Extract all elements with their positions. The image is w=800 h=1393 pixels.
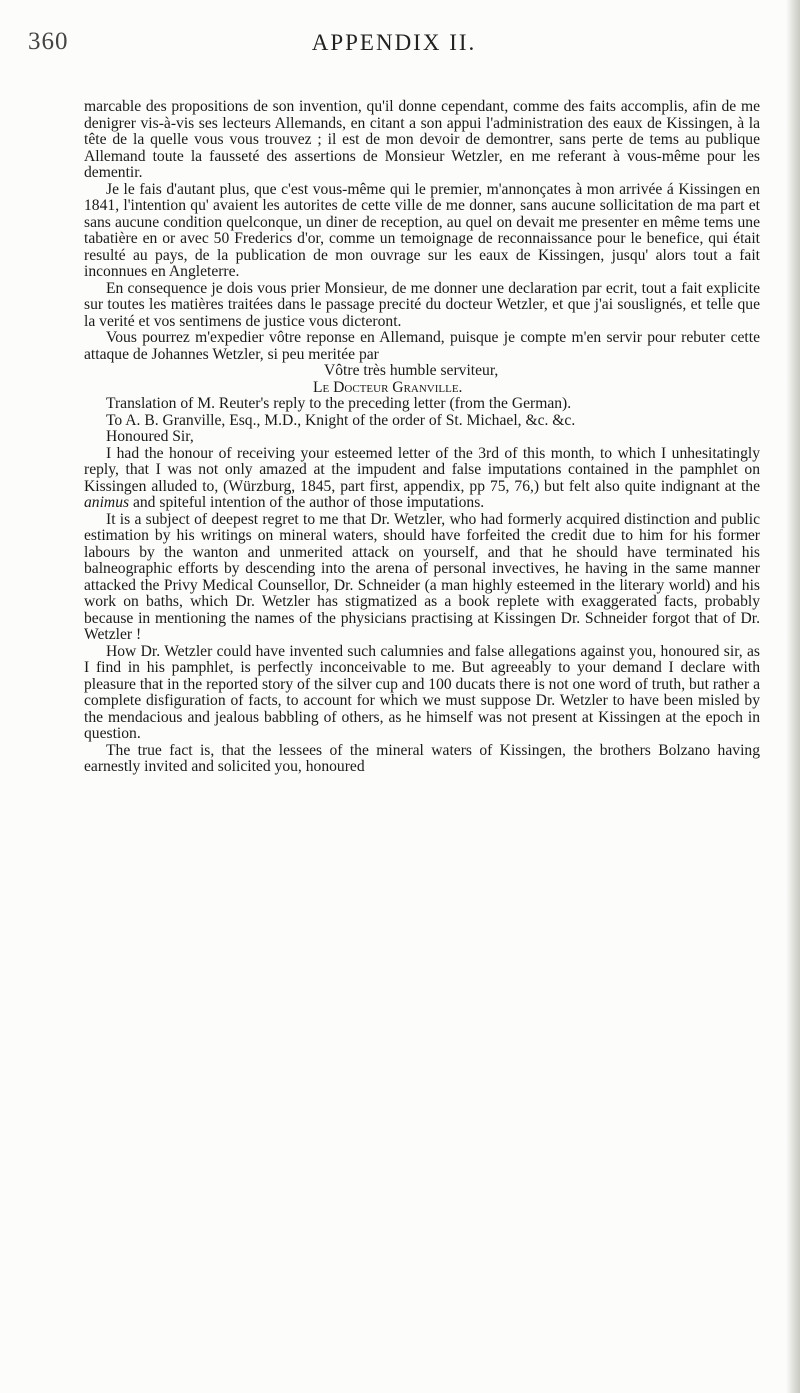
paragraph-text: and spiteful intention of the author of those imputations.	[132, 494, 485, 511]
paragraph: It is a subject of deepest regret to me that Dr. Wetzler, who had formerly acquired distinction and public estimation by his writings on mineral waters, should have forfeited the credit due to him for his former labours by the wanton and unmerited attack on yourself, and that he should have terminated his balneographic efforts by descending into the arena of personal invectives, he having in the same manner attacked the Privy Medical Counsellor, Dr. Schneider (a man highly esteemed in the literary world) and his work on baths, which Dr. Wetzler has stigmatized as a book replete with exaggerated facts, probably because in mentioning the names of the physicians practising at Kissingen Dr. Schneider forgot that of Dr. Wetzler !	[84, 510, 760, 643]
italic-word: animus	[84, 494, 130, 511]
letter-closing: Vôtre très humble serviteur,	[324, 362, 499, 379]
page-edge-shadow	[786, 0, 800, 1393]
paragraph: En consequence je dois vous prier Monsieur, de me donner une declaration par ecrit, tout a fait explicite sur toutes les matières traitées dans le passage precité du docteur Wetzler, et que j'ai souslignés, et telle que la verité et vos sentimens de justice vous dicteront.	[84, 279, 760, 330]
page-header	[28, 28, 760, 68]
paragraph-text: I had the honour of receiving your esteemed letter of the 3rd of this month, to which I unhesitatingly reply, that I was not only amazed at the impudent and false imputations contained in the pamphlet on Kissingen alluded to, (Würzburg, 1845, part first, appendix, pp 75, 76,) but felt also quite indignant at the	[84, 444, 760, 495]
running-head: APPENDIX II.	[311, 30, 477, 55]
letter-salutation: Honoured Sir,	[106, 428, 194, 445]
translation-heading: Translation of M. Reuter's reply to the preceding letter (from the German).	[106, 395, 572, 412]
letter-signature: Le Docteur Granville.	[313, 378, 463, 396]
page-body	[84, 99, 760, 776]
paragraph-continuation: marcable des propositions de son invention, qu'il donne cependant, comme des faits accomplis, afin de me denigrer vis-à-vis ses lecteurs Allemands, en citant a son appui l'administration des eaux de Kissingen, à la tête de la quelle vous vous trouvez ; il est de mon devoir de demontrer, sans perte de tems au publique Allemand toute la fausseté des assertions de Monsieur Wetzler, en me referant à vous-même pour les dementir.	[84, 98, 760, 181]
paragraph: Vous pourrez m'expedier vôtre reponse en Allemand, puisque je compte m'en servir pour rebuter cette attaque de Johannes Wetzler, si peu meritée par	[84, 329, 760, 363]
paragraph: Je le fais d'autant plus, que c'est vous-même qui le premier, m'annonçates à mon arrivée á Kissingen en 1841, l'intention qu' avaient les autorites de cette ville de me donner, sans aucune sollicitation de ma part et sans aucune condition quelconque, un diner de reception, au quel on devait me presenter en même tems une tabatière en or avec 50 Frederics d'or, comme un temoignage de reconnaissance pour le benefice, qui était resulté au pays, de la publication de mon ouvrage sur les eaux de Kissingen, jusqu' alors tout a fait inconnues en Angleterre.	[84, 180, 760, 280]
paragraph: The true fact is, that the lessees of the mineral waters of Kissingen, the brothers Bolzano having earnestly invited and solicited you, honoured	[84, 741, 760, 775]
letter-address: To A. B. Granville, Esq., M.D., Knight of the order of St. Michael, &c. &c.	[106, 411, 576, 429]
paragraph: How Dr. Wetzler could have invented such calumnies and false allegations against you, honoured sir, as I find in his pamphlet, is perfectly inconceivable to me. But agreeably to your demand I declare with pleasure that in the reported story of the silver cup and 100 ducats there is not one word of truth, but rather a complete disfiguration of facts, to account for which we must suppose Dr. Wetzler to have been misled by the mendacious and jealous babbling of others, as he himself was not present at Kissingen at the epoch in question.	[84, 642, 760, 742]
page-number: 360	[28, 28, 69, 55]
paragraph	[84, 446, 760, 512]
